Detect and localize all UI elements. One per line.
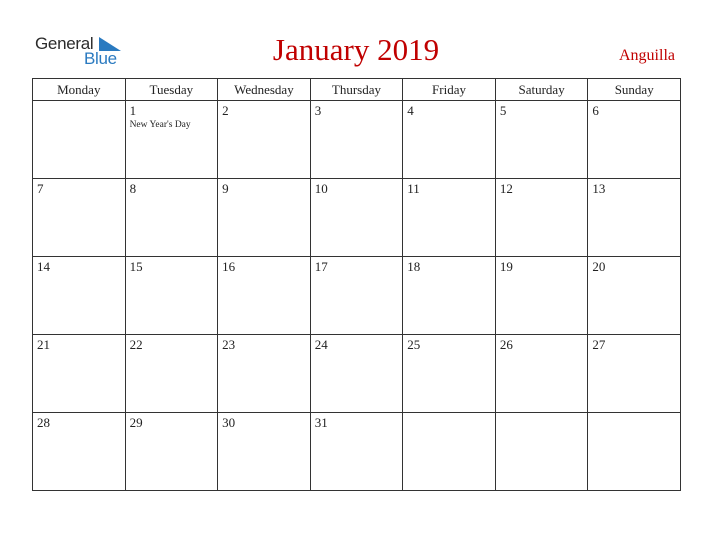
day-cell [495,335,588,413]
weekday-header: Sunday [588,79,681,101]
day-number: 13 [592,181,606,196]
day-cell [33,101,126,179]
day-cell [495,179,588,257]
day-cell [33,257,126,335]
day-number: 29 [129,415,143,430]
day-number: 19 [499,259,513,274]
day-cell [218,335,311,413]
day-number: 3 [314,103,322,118]
day-number: 11 [407,181,420,196]
day-number: 9 [222,181,229,196]
day-number: 4 [407,103,414,118]
day-number [33,101,125,104]
day-cell [588,101,681,179]
day-cell [495,257,588,335]
day-number: 16 [222,259,236,274]
day-cell [403,179,496,257]
week-row [33,257,681,335]
weekday-header: Monday [33,79,126,101]
day-number: 6 [592,103,599,118]
day-cell [403,413,496,491]
day-cell [310,179,403,257]
day-cell [403,335,496,413]
week-row [33,413,681,491]
day-number: 8 [129,181,137,196]
day-cell [218,413,311,491]
day-number: 24 [314,337,328,352]
day-number [496,413,588,416]
day-cell [33,413,126,491]
weekday-header: Saturday [495,79,588,101]
day-cell [125,413,218,491]
day-cell [588,257,681,335]
day-number: 20 [592,259,606,274]
day-cell [33,335,126,413]
logo-text-blue: Blue [84,49,117,68]
weekday-header: Friday [403,79,496,101]
day-cell [588,413,681,491]
week-row [33,179,681,257]
day-number: 30 [222,415,236,430]
calendar-grid [32,78,681,491]
day-cell [403,101,496,179]
day-number: 14 [37,259,50,274]
day-cell [310,101,403,179]
day-cell [310,257,403,335]
day-number: 31 [314,415,328,430]
day-cell [403,257,496,335]
day-number: 1 [129,103,137,118]
day-number: 21 [37,337,50,352]
weekday-header-row [33,79,681,101]
day-cell [218,179,311,257]
week-row [33,101,681,179]
day-cell [495,413,588,491]
day-number: 26 [499,337,513,352]
day-cell [495,101,588,179]
day-cell [33,179,126,257]
day-cell [125,257,218,335]
weekday-header: Tuesday [125,79,218,101]
day-cell [125,179,218,257]
day-cell [588,179,681,257]
holiday-label: New Year's Day [129,120,191,130]
day-cell [125,101,218,179]
calendar-title: January 2019 [272,32,440,67]
day-number [588,413,680,416]
weekday-header: Wednesday [218,79,311,101]
day-number: 28 [37,415,50,430]
day-cell [218,101,311,179]
day-number: 10 [314,181,328,196]
day-number: 22 [129,337,143,352]
day-cell [218,257,311,335]
week-row [33,335,681,413]
day-number: 18 [407,259,421,274]
day-number: 27 [592,337,606,352]
calendar-region: Anguilla [619,47,675,64]
day-number: 15 [129,259,143,274]
day-number: 17 [314,259,328,274]
day-number: 12 [499,181,513,196]
day-number: 7 [37,181,44,196]
weekday-header: Thursday [310,79,403,101]
day-number: 25 [407,337,421,352]
day-number: 2 [222,103,229,118]
logo-text-general: General [35,34,94,53]
day-cell [310,413,403,491]
day-number [403,413,495,416]
day-cell [125,335,218,413]
day-cell [588,335,681,413]
day-cell [310,335,403,413]
day-number: 5 [499,103,507,118]
day-number: 23 [222,337,236,352]
